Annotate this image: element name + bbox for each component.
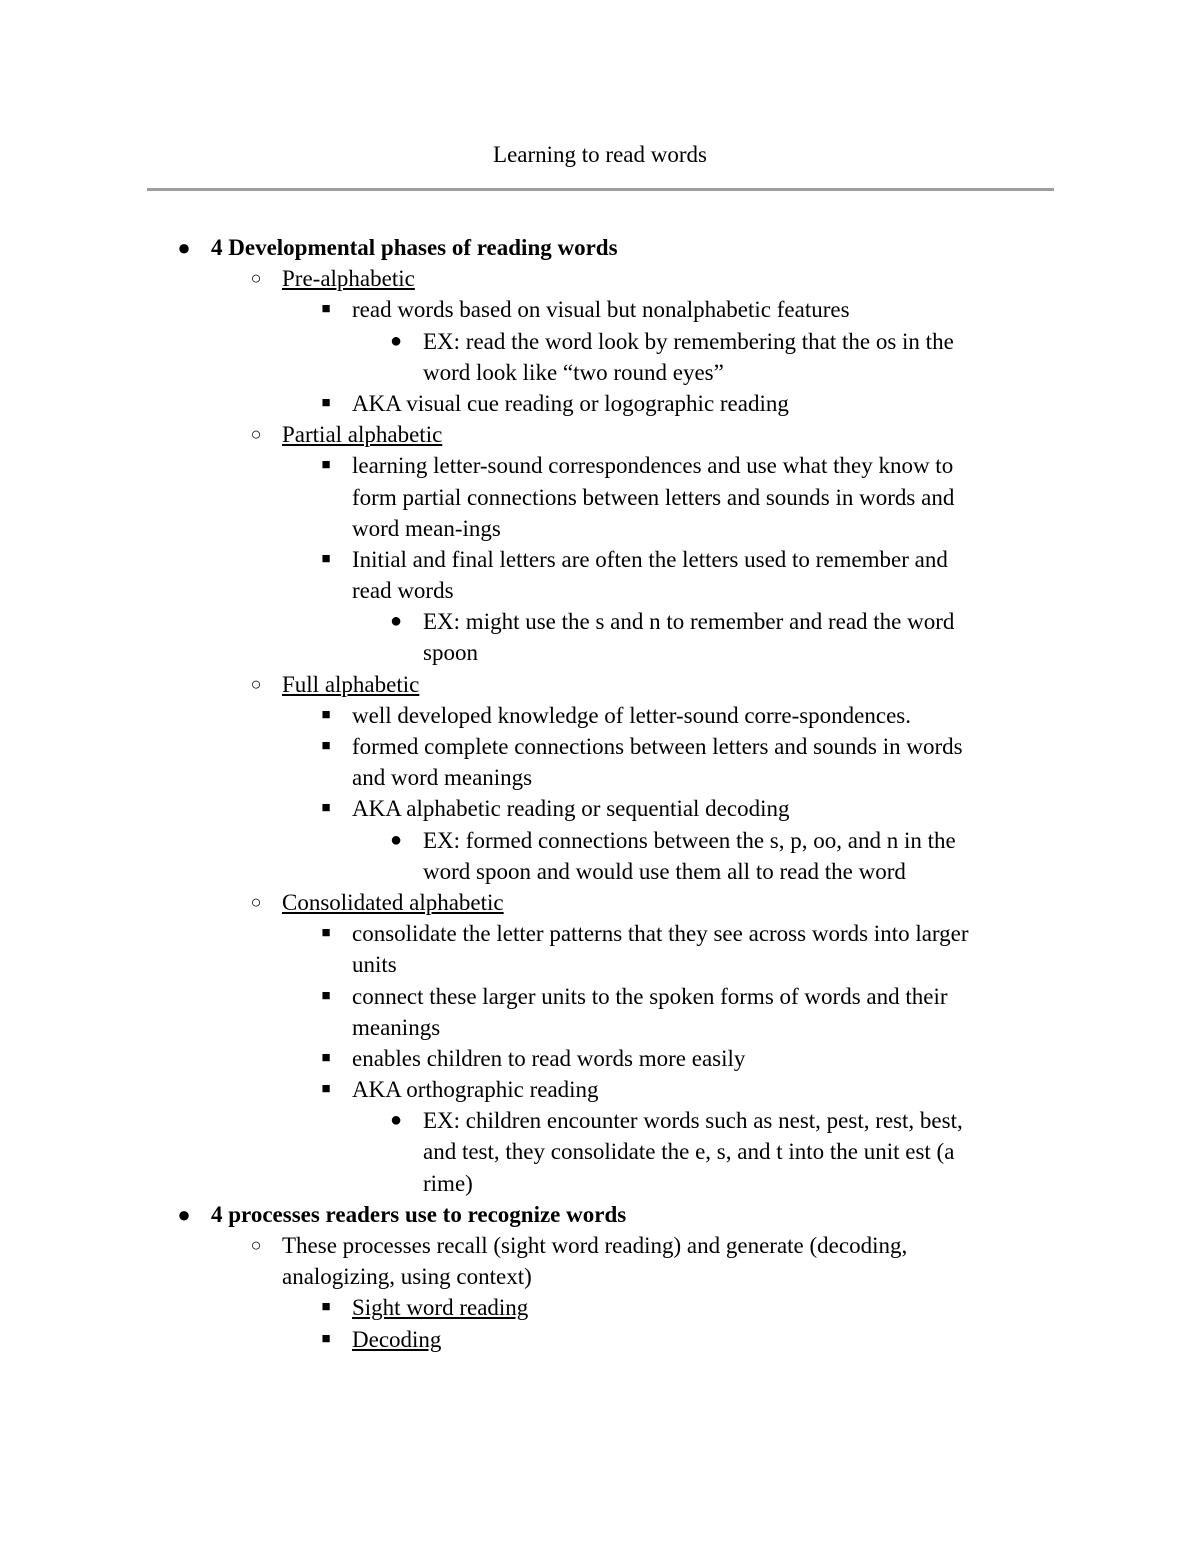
- example-item: [0, 1168, 1200, 1199]
- example-item-text: EX: formed connections between the s, p, oo, and n in the: [423, 827, 956, 853]
- bullet-icon: ■: [321, 706, 331, 723]
- bullet-icon: ■: [321, 800, 331, 817]
- title-divider: [147, 188, 1054, 191]
- list-item-text: AKA orthographic reading: [352, 1077, 599, 1103]
- example-item: [0, 856, 1200, 887]
- list-item: [0, 482, 1200, 513]
- bullet-icon: ■: [321, 550, 331, 567]
- section-heading: [0, 232, 1200, 263]
- bullet-icon: ■: [321, 738, 331, 754]
- list-item-text: analogizing, using context): [282, 1264, 532, 1290]
- example-item-text: word spoon and would use them all to read the word: [423, 858, 906, 884]
- list-item: [0, 700, 1200, 731]
- document-title: Learning to read words: [493, 142, 707, 167]
- list-item: [0, 949, 1200, 980]
- list-item-text: form partial connections between letters and sounds in words and: [352, 484, 955, 510]
- bullet-icon: ■: [321, 1049, 331, 1066]
- list-item: [0, 1292, 1200, 1323]
- list-item: [0, 731, 1200, 762]
- example-item: [0, 326, 1200, 357]
- list-item-text: These processes recall (sight word reading) and generate (decoding,: [282, 1233, 908, 1258]
- bullet-icon: ■: [321, 925, 331, 942]
- list-item-text: AKA alphabetic reading or sequential decoding: [352, 796, 790, 822]
- bullet-icon: ○: [250, 268, 262, 289]
- bullet-icon: ●: [177, 1201, 191, 1227]
- bullet-icon: ●: [389, 828, 403, 851]
- list-item-text: learning letter-sound correspondences and use what they know to: [352, 453, 954, 479]
- outline-list: [0, 232, 1200, 1355]
- bullet-icon: ○: [250, 673, 262, 694]
- example-item-text: EX: might use the s and n to remember and read the word: [423, 609, 955, 635]
- list-item: [0, 575, 1200, 606]
- list-item-text: consolidate the letter patterns that they see across words into larger: [352, 921, 969, 947]
- example-item-text: EX: children encounter words such as nest, pest, rest, best,: [423, 1108, 963, 1134]
- list-item-text: meanings: [352, 1014, 441, 1040]
- example-item: [0, 606, 1200, 637]
- bullet-icon: ■: [321, 394, 331, 411]
- example-item-text: word look like “two round eyes”: [423, 359, 724, 385]
- list-item-text: read words based on visual but nonalphabetic features: [352, 297, 850, 323]
- list-item-text: enables children to read words more easily: [352, 1045, 746, 1071]
- bullet-icon: ○: [250, 891, 262, 912]
- list-item: [0, 294, 1200, 325]
- list-item-text: well developed knowledge of letter-sound corre-spondences.: [352, 702, 912, 728]
- example-item: [0, 357, 1200, 388]
- list-item-text: connect these larger units to the spoken forms of words and their: [352, 983, 948, 1009]
- bullet-icon: ●: [389, 610, 403, 633]
- list-item: [0, 544, 1200, 575]
- phase-heading-text: Partial alphabetic: [282, 422, 443, 448]
- list-item: [0, 388, 1200, 419]
- list-item-text: Decoding: [352, 1326, 442, 1352]
- list-item: [0, 793, 1200, 824]
- bullet-icon: ■: [321, 301, 331, 318]
- phase-heading: [0, 669, 1200, 700]
- list-item-text: units: [352, 952, 397, 978]
- bullet-icon: ●: [389, 329, 403, 352]
- bullet-icon: ■: [321, 1299, 331, 1316]
- section-heading-text: 4 Developmental phases of reading words: [211, 235, 618, 260]
- list-item: [0, 1230, 1200, 1261]
- list-item-text: formed complete connections between letters and sounds in words: [352, 734, 963, 759]
- list-item: [0, 981, 1200, 1012]
- example-item-text: spoon: [423, 640, 478, 666]
- bullet-icon: ●: [177, 235, 191, 260]
- list-item-text: and word meanings: [352, 765, 533, 791]
- example-item: [0, 1136, 1200, 1167]
- bullet-icon: ○: [250, 1235, 262, 1255]
- section-heading-text: 4 processes readers use to recognize words: [211, 1201, 627, 1227]
- phase-heading: [0, 263, 1200, 294]
- phase-heading-text: Pre-alphabetic: [282, 266, 415, 292]
- phase-heading-text: Full alphabetic: [282, 671, 420, 697]
- phase-heading-text: Consolidated alphabetic: [282, 889, 504, 915]
- example-item-text: and test, they consolidate the e, s, and t into the unit est (a: [423, 1139, 955, 1165]
- example-item-text: EX: read the word look by remembering that the os in the: [423, 328, 954, 354]
- example-item-text: rime): [423, 1170, 473, 1196]
- list-item-text: word mean-ings: [352, 515, 501, 541]
- list-item-text: Initial and final letters are often the letters used to remember and: [352, 546, 948, 572]
- list-item: [0, 918, 1200, 949]
- list-item: [0, 1324, 1200, 1355]
- list-item: [0, 1012, 1200, 1043]
- example-item: [0, 1105, 1200, 1136]
- bullet-icon: ○: [250, 424, 262, 445]
- example-item: [0, 825, 1200, 856]
- bullet-icon: ■: [321, 1330, 331, 1347]
- example-item: [0, 637, 1200, 668]
- bullet-icon: ■: [321, 1081, 331, 1098]
- list-item: [0, 1074, 1200, 1105]
- list-item-text: Sight word reading: [352, 1295, 529, 1321]
- list-item: [0, 1043, 1200, 1074]
- list-item: [0, 450, 1200, 481]
- bullet-icon: ■: [321, 987, 331, 1004]
- list-item-text: AKA visual cue reading or logographic reading: [352, 390, 789, 416]
- list-item-text: read words: [352, 578, 454, 604]
- phase-heading: [0, 887, 1200, 918]
- list-item: [0, 762, 1200, 793]
- phase-heading: [0, 419, 1200, 450]
- list-item: [0, 1261, 1200, 1292]
- bullet-icon: ●: [389, 1109, 403, 1132]
- section-heading: [0, 1199, 1200, 1230]
- bullet-icon: ■: [321, 457, 331, 474]
- list-item: [0, 513, 1200, 544]
